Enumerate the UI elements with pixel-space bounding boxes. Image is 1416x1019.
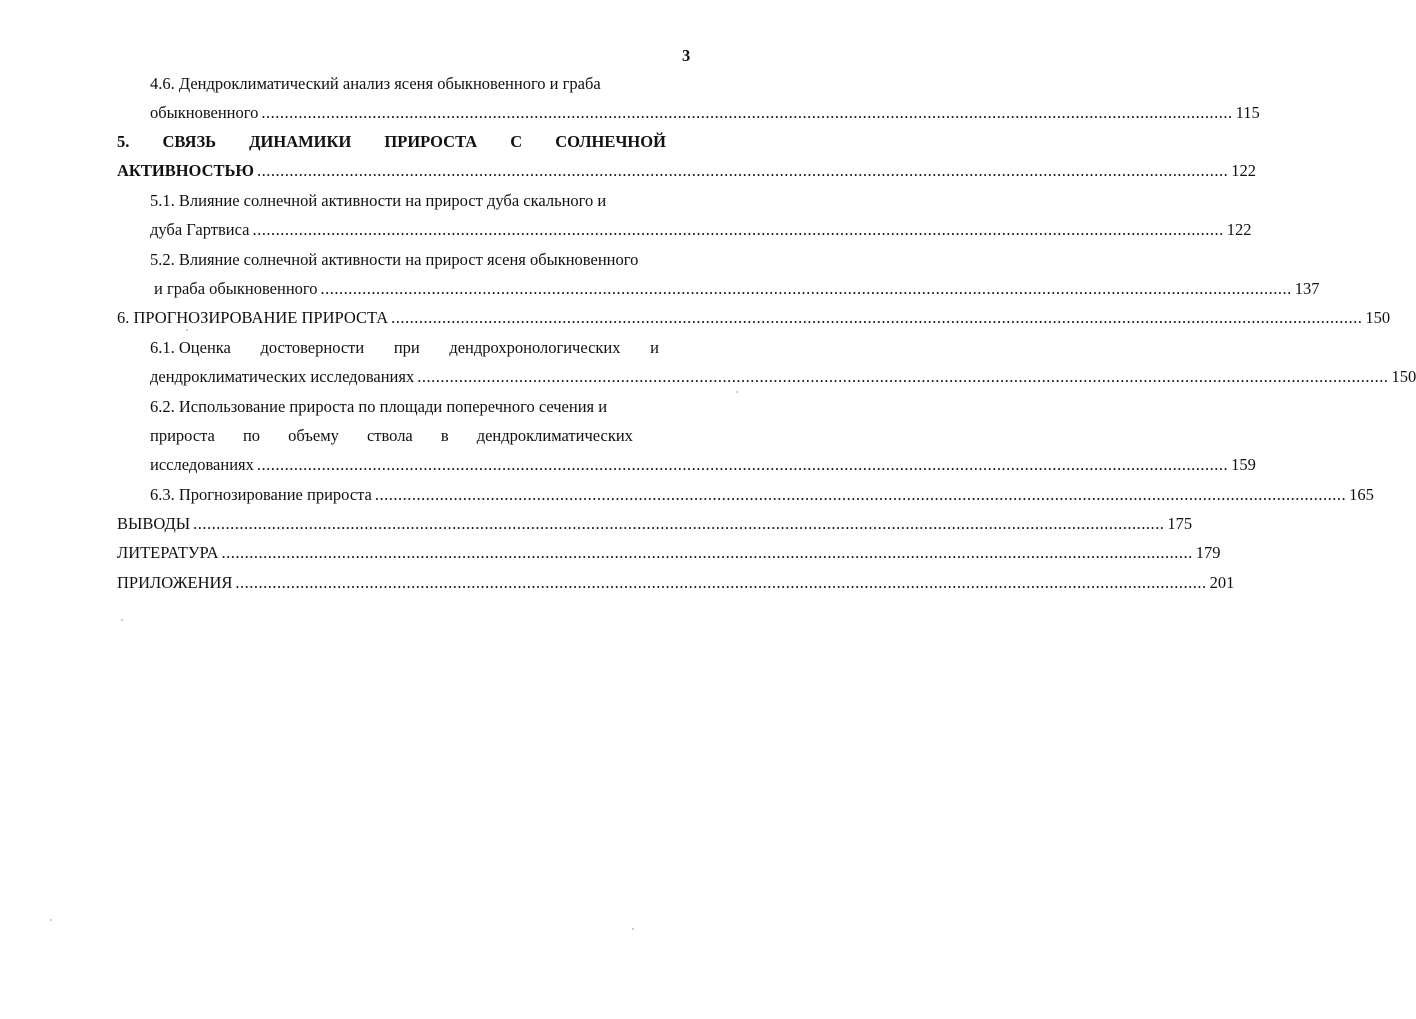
toc-6-2-word: в — [440, 426, 449, 445]
toc-entry-5 — [117, 161, 1257, 181]
toc-6-2-word: прироста — [150, 426, 215, 445]
toc-5-1-title: дуба Гартвиса — [150, 220, 250, 239]
toc-entry-conclusions — [117, 514, 1193, 534]
toc-4-6-line1: 4.6. Дендроклиматический анализ ясеня обыкновенного и граба — [150, 74, 601, 93]
toc-5-word: СОЛНЕЧНОЙ — [555, 132, 666, 151]
scan-speck — [736, 391, 738, 393]
toc-conclusions-title: ВЫВОДЫ — [117, 514, 191, 533]
toc-4-6-page: 115 — [1235, 103, 1260, 122]
toc-entry-6-3 — [150, 485, 1374, 505]
toc-6-2-page: 159 — [1231, 455, 1256, 474]
toc-entry-5-1 — [150, 220, 1252, 240]
toc-4-6-title: обыкновенного — [150, 103, 259, 122]
leader-dots: .................................................................................................................................................................................................................. — [252, 220, 1224, 239]
toc-literature-page: 179 — [1195, 543, 1221, 562]
toc-6-1-line1 — [150, 338, 659, 358]
toc-entry-literature — [117, 543, 1221, 563]
leader-dots: .................................................................................................................................................................................................................. — [257, 161, 1229, 180]
toc-6-1-page: 150 — [1391, 367, 1416, 386]
scan-speck — [121, 619, 123, 621]
leader-dots: .................................................................................................................................................................................................................. — [193, 514, 1165, 533]
toc-6-2-word: ствола — [366, 426, 413, 445]
leader-dots: .................................................................................................................................................................................................................. — [417, 367, 1389, 386]
toc-appendices-page: 201 — [1209, 573, 1235, 592]
leader-dots: .................................................................................................................................................................................................................. — [221, 543, 1193, 562]
toc-5-heading — [117, 132, 666, 152]
toc-6-2-word: по — [242, 426, 261, 445]
toc-5-2-page: 137 — [1294, 279, 1320, 298]
toc-5-title: АКТИВНОСТЬЮ — [117, 161, 255, 180]
toc-6-3-title: 6.3. Прогнозирование прироста — [150, 485, 372, 504]
toc-appendices-title: ПРИЛОЖЕНИЯ — [117, 573, 233, 592]
toc-6-2-title: исследованиях — [150, 455, 254, 474]
toc-6-title: 6. ПРОГНОЗИРОВАНИЕ ПРИРОСТА — [117, 308, 389, 327]
toc-6-3-page: 165 — [1349, 485, 1374, 504]
toc-entry-5-2 — [154, 279, 1320, 299]
toc-entry-6-2 — [150, 455, 1256, 475]
leader-dots: .................................................................................................................................................................................................................. — [391, 308, 1363, 327]
toc-literature-title: ЛИТЕРАТУРА — [117, 543, 219, 562]
leader-dots: .................................................................................................................................................................................................................. — [256, 455, 1229, 474]
page-number: 3 — [682, 46, 691, 65]
scan-speck — [50, 919, 52, 921]
toc-5-1-line1: 5.1. Влияние солнечной активности на прирост дуба скального и — [150, 191, 607, 210]
toc-5-word: ДИНАМИКИ — [249, 132, 352, 151]
leader-dots: .................................................................................................................................................................................................................. — [235, 573, 1207, 592]
toc-6-1-word: 6.1. Оценка — [150, 338, 231, 357]
toc-6-1-title: дендроклиматических исследованиях — [150, 367, 415, 386]
toc-6-1-word: при — [393, 338, 420, 357]
toc-5-word: 5. — [117, 132, 130, 151]
toc-6-2-line2 — [150, 426, 633, 446]
toc-6-2-line1: 6.2. Использование прироста по площади поперечного сечения и — [150, 397, 608, 416]
leader-dots: .................................................................................................................................................................................................................. — [320, 279, 1292, 298]
toc-5-word: С — [510, 132, 523, 151]
toc-5-2-title: и граба обыкновенного — [154, 279, 318, 298]
toc-5-word: СВЯЗЬ — [162, 132, 217, 151]
toc-5-1-page: 122 — [1226, 220, 1252, 239]
leader-dots: .................................................................................................................................................................................................................. — [261, 103, 1233, 122]
toc-5-word: ПРИРОСТА — [384, 132, 478, 151]
toc-entry-6-1 — [150, 367, 1416, 387]
leader-dots: .................................................................................................................................................................................................................. — [374, 485, 1347, 504]
toc-6-1-word: и — [650, 338, 659, 357]
toc-entry-appendices — [117, 573, 1235, 593]
toc-5-2-line1: 5.2. Влияние солнечной активности на прирост ясеня обыкновенного — [150, 250, 639, 269]
toc-6-1-word: дендрохронологических — [449, 338, 621, 357]
toc-6-1-word: достоверности — [260, 338, 365, 357]
toc-6-page: 150 — [1365, 308, 1391, 327]
toc-6-2-word: объему — [288, 426, 339, 445]
toc-conclusions-page: 175 — [1167, 514, 1193, 533]
toc-6-2-word: дендроклиматических — [476, 426, 633, 445]
scan-speck — [186, 329, 188, 331]
scan-speck — [632, 928, 634, 930]
toc-entry-4-6 — [150, 103, 1260, 123]
toc-entry-6 — [117, 308, 1391, 328]
toc-5-page: 122 — [1231, 161, 1257, 180]
